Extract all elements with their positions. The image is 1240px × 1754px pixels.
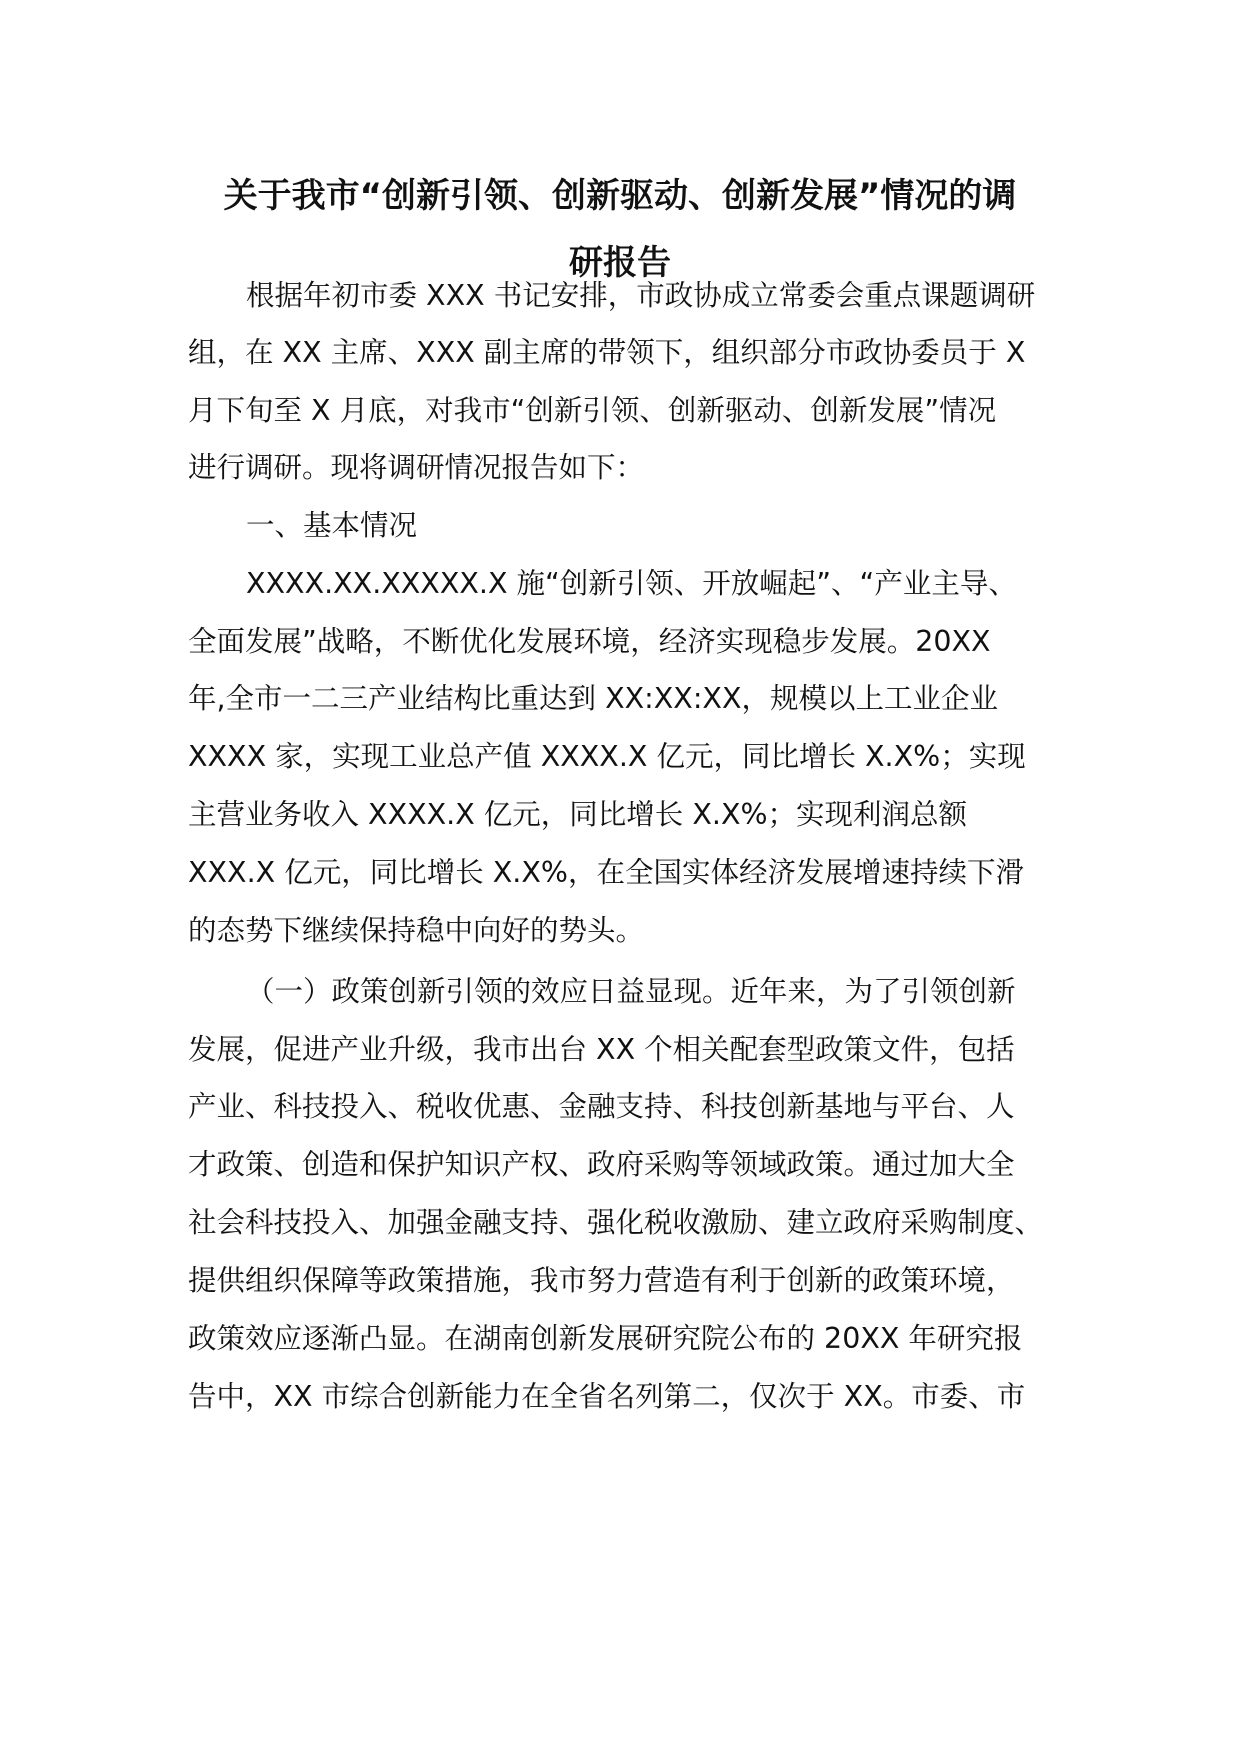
paragraph-line: （一）政策创新引领的效应日益显现。近年来，为了引领创新 <box>246 975 1016 1008</box>
section-heading: 一、基本情况 <box>246 509 418 542</box>
paragraph-line: 月下旬至 X 月底，对我市“创新引领、创新驱动、创新发展”情况 <box>188 394 997 427</box>
paragraph-line: 产业、科技投入、税收优惠、金融支持、科技创新基地与平台、人 <box>188 1090 1015 1123</box>
paragraph-line: 政策效应逐渐凸显。在湖南创新发展研究院公布的 20XX 年研究报 <box>188 1322 1023 1355</box>
paragraph-line: XXXX 家，实现工业总产值 XXXX.X 亿元，同比增长 X.X%；实现 <box>188 740 1026 773</box>
paragraph-line: 全面发展”战略，不断优化发展环境，经济实现稳步发展。20XX <box>188 625 991 658</box>
paragraph-line: 告中，XX 市综合创新能力在全省名列第二，仅次于 XX。市委、市 <box>188 1380 1026 1413</box>
paragraph-line: 进行调研。现将调研情况报告如下： <box>188 451 645 484</box>
paragraph-line: 年,全市一二三产业结构比重达到 XX:XX:XX，规模以上工业企业 <box>188 682 998 715</box>
paragraph-line: 发展，促进产业升级，我市出台 XX 个相关配套型政策文件，包括 <box>188 1033 1015 1066</box>
document-title-line-2: 研报告 <box>569 243 671 283</box>
document-title-line-1: 关于我市“创新引领、创新驱动、创新发展”情况的调 <box>223 176 1017 216</box>
paragraph-line: 社会科技投入、加强金融支持、强化税收激励、建立政府采购制度、 <box>188 1206 1044 1239</box>
paragraph-line: XXXX.XX.XXXXX.X 施“创新引领、开放崛起”、“产业主导、 <box>246 567 1017 600</box>
paragraph-line: 组，在 XX 主席、XXX 副主席的带领下，组织部分市政协委员于 X <box>188 336 1026 369</box>
paragraph-line: XXX.X 亿元，同比增长 X.X%，在全国实体经济发展增速持续下滑 <box>188 856 1024 889</box>
paragraph-line: 提供组织保障等政策措施，我市努力营造有利于创新的政策环境， <box>188 1264 1015 1297</box>
paragraph-line: 才政策、创造和保护知识产权、政府采购等领域政策。通过加大全 <box>188 1148 1015 1181</box>
paragraph-line: 主营业务收入 XXXX.X 亿元，同比增长 X.X%；实现利润总额 <box>188 798 968 831</box>
paragraph-line: 的态势下继续保持稳中向好的势头。 <box>188 914 645 947</box>
paragraph-line: 根据年初市委 XXX 书记安排，市政协成立常委会重点课题调研 <box>246 279 1036 312</box>
